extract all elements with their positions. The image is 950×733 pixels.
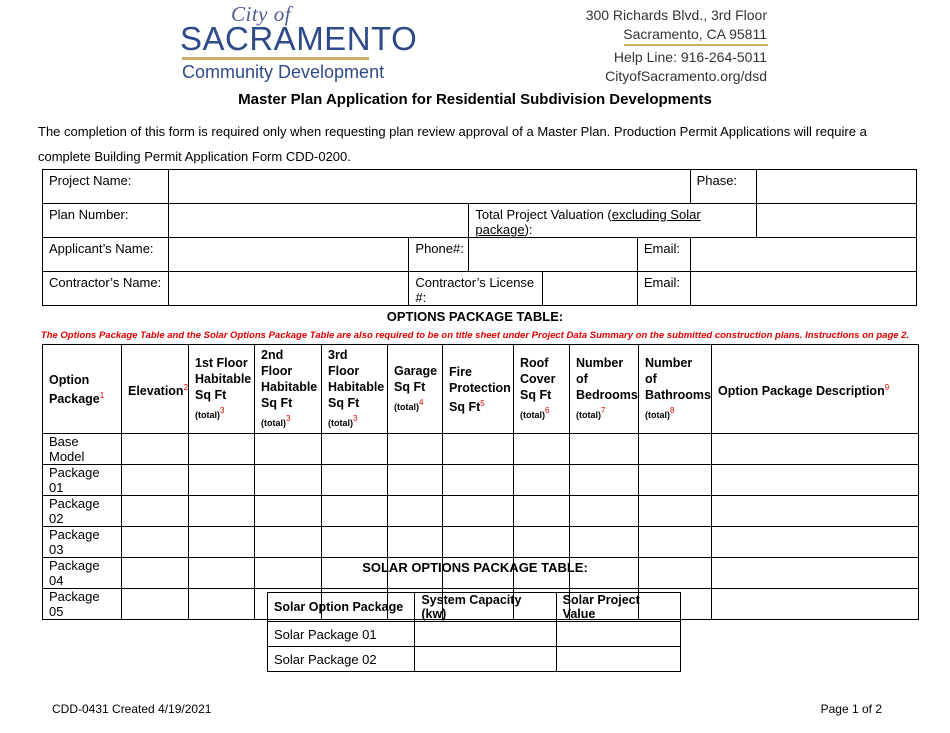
contractor-email-field[interactable] bbox=[690, 272, 916, 306]
contractor-email-label: Email: bbox=[637, 272, 690, 306]
option-cell-input[interactable] bbox=[255, 465, 322, 496]
option-cell-input[interactable] bbox=[712, 434, 919, 465]
contractor-name-label: Contractor’s Name: bbox=[43, 272, 169, 306]
header-bedrooms: Number of Bedrooms (total)$^7$ bbox=[570, 345, 639, 434]
website[interactable]: CityofSacramento.org/dsd bbox=[605, 68, 767, 84]
option-cell-input[interactable] bbox=[514, 527, 570, 558]
options-note: The Options Package Table and the Solar Options Package Table are also required to be on title sheet under Project Data Summary on the submitted construction plans. Instructions on page 2. bbox=[40, 330, 910, 341]
header-roof-cover: Roof Cover Sq Ft (total)$^6$ bbox=[514, 345, 570, 434]
header-description: Option Package Description$^9$ bbox=[712, 345, 919, 434]
option-cell-input[interactable] bbox=[255, 527, 322, 558]
table-row bbox=[43, 465, 919, 496]
option-cell-input[interactable] bbox=[388, 496, 443, 527]
solar-cell-input[interactable] bbox=[556, 622, 680, 647]
address-line-2: Sacramento, CA 95811 bbox=[623, 26, 767, 42]
applicant-name-field[interactable] bbox=[169, 238, 409, 272]
phase-field[interactable] bbox=[756, 170, 916, 204]
solar-package-name: Solar Package 01 bbox=[268, 622, 415, 647]
solar-cell-input[interactable] bbox=[415, 647, 556, 672]
option-cell-input[interactable] bbox=[322, 527, 388, 558]
solar-options-table bbox=[267, 592, 681, 672]
form-id: CDD-0431 Created 4/19/2021 bbox=[52, 702, 212, 716]
option-cell-input[interactable] bbox=[570, 496, 639, 527]
option-cell-input[interactable] bbox=[514, 465, 570, 496]
logo-city-text: City of bbox=[231, 2, 292, 26]
option-cell-input[interactable] bbox=[122, 496, 189, 527]
option-cell-input[interactable] bbox=[255, 434, 322, 465]
option-cell-input[interactable] bbox=[514, 434, 570, 465]
option-cell-input[interactable] bbox=[443, 496, 514, 527]
option-cell-input[interactable] bbox=[322, 496, 388, 527]
valuation-label: Total Project Valuation (excluding Solar package): bbox=[469, 204, 756, 238]
option-cell-input[interactable] bbox=[122, 434, 189, 465]
option-cell-input[interactable] bbox=[712, 496, 919, 527]
option-cell-input[interactable] bbox=[122, 465, 189, 496]
logo-divider bbox=[182, 57, 369, 60]
header-second-floor: 2nd Floor Habitable Sq Ft (total)$^3$ bbox=[255, 345, 322, 434]
option-cell-input[interactable] bbox=[189, 434, 255, 465]
option-package-name: Base Model bbox=[43, 434, 122, 465]
option-cell-input[interactable] bbox=[712, 589, 919, 620]
option-cell-input[interactable] bbox=[639, 465, 712, 496]
option-cell-input[interactable] bbox=[443, 465, 514, 496]
header-system-capacity: System Capacity (kw) bbox=[415, 593, 556, 622]
table-row bbox=[43, 434, 919, 465]
option-cell-input[interactable] bbox=[639, 434, 712, 465]
logo-department: Community Development bbox=[182, 62, 385, 82]
option-cell-input[interactable] bbox=[322, 434, 388, 465]
header-garage: Garage Sq Ft (total)$^4$ bbox=[388, 345, 443, 434]
option-cell-input[interactable] bbox=[122, 527, 189, 558]
header-option-package: Option Package$^1$ bbox=[43, 345, 122, 434]
option-package-name: Package 02 bbox=[43, 496, 122, 527]
option-package-name: Package 01 bbox=[43, 465, 122, 496]
option-cell-input[interactable] bbox=[639, 527, 712, 558]
plan-number-label: Plan Number: bbox=[43, 204, 169, 238]
header-solar-package: Solar Option Package bbox=[268, 593, 415, 622]
option-cell-input[interactable] bbox=[189, 589, 255, 620]
header-third-floor: 3rd Floor Habitable Sq Ft (total)$^3$ bbox=[322, 345, 388, 434]
header-solar-value: Solar Project Value bbox=[556, 593, 680, 622]
option-package-name: Package 04 bbox=[43, 558, 122, 589]
option-cell-input[interactable] bbox=[255, 496, 322, 527]
solar-package-name: Solar Package 02 bbox=[268, 647, 415, 672]
solar-table-title: SOLAR OPTIONS PACKAGE TABLE: bbox=[362, 560, 588, 575]
option-cell-input[interactable] bbox=[712, 527, 919, 558]
option-cell-input[interactable] bbox=[514, 496, 570, 527]
header-fire-protection: Fire Protection Sq Ft$^5$ bbox=[443, 345, 514, 434]
project-info-table bbox=[42, 169, 917, 306]
plan-number-field[interactable] bbox=[169, 204, 469, 238]
table-row bbox=[43, 496, 919, 527]
phone-label: Phone#: bbox=[409, 238, 469, 272]
address-divider bbox=[624, 44, 768, 46]
intro-text: The completion of this form is required only when requesting plan review approval of a Master Plan. Production Permit Applications will require a complete Building Permit Application Form CDD-0200. bbox=[38, 124, 867, 164]
address-line-1: 300 Richards Blvd., 3rd Floor bbox=[585, 7, 767, 23]
solar-cell-input[interactable] bbox=[415, 622, 556, 647]
options-table-title: OPTIONS PACKAGE TABLE: bbox=[386, 309, 564, 324]
license-label: Contractor’s License #: bbox=[409, 272, 543, 306]
option-cell-input[interactable] bbox=[712, 465, 919, 496]
phase-label: Phase: bbox=[690, 170, 756, 204]
applicant-name-label: Applicant’s Name: bbox=[43, 238, 169, 272]
header-bathrooms: Number of Bathrooms (total)$^8$ bbox=[639, 345, 712, 434]
option-package-name: Package 05 bbox=[43, 589, 122, 620]
contractor-name-field[interactable] bbox=[169, 272, 409, 306]
option-package-name: Package 03 bbox=[43, 527, 122, 558]
option-cell-input[interactable] bbox=[388, 465, 443, 496]
form-title: Master Plan Application for Residential Subdivision Developments bbox=[238, 91, 712, 108]
page-number: Page 1 of 2 bbox=[820, 702, 882, 716]
project-name-field[interactable] bbox=[169, 170, 690, 204]
project-name-label: Project Name: bbox=[43, 170, 169, 204]
license-field[interactable] bbox=[543, 272, 638, 306]
solar-cell-input[interactable] bbox=[556, 647, 680, 672]
help-line: Help Line: 916-264-5011 bbox=[613, 49, 767, 65]
option-cell-input[interactable] bbox=[388, 434, 443, 465]
option-cell-input[interactable] bbox=[122, 589, 189, 620]
options-package-table bbox=[42, 344, 919, 620]
option-cell-input[interactable] bbox=[189, 527, 255, 558]
option-cell-input[interactable] bbox=[189, 465, 255, 496]
option-cell-input[interactable] bbox=[570, 465, 639, 496]
option-cell-input[interactable] bbox=[570, 434, 639, 465]
option-cell-input[interactable] bbox=[639, 496, 712, 527]
header-elevation: Elevation$^2$ bbox=[122, 345, 189, 434]
email-label: Email: bbox=[637, 238, 690, 272]
option-cell-input[interactable] bbox=[388, 527, 443, 558]
option-cell-input[interactable] bbox=[322, 465, 388, 496]
table-row bbox=[268, 647, 681, 672]
table-row bbox=[43, 527, 919, 558]
valuation-field[interactable] bbox=[756, 204, 916, 238]
table-row bbox=[268, 622, 681, 647]
logo-sacramento: SACRAMENTO bbox=[180, 20, 418, 57]
phone-field[interactable] bbox=[469, 238, 637, 272]
option-cell-input[interactable] bbox=[570, 527, 639, 558]
option-cell-input[interactable] bbox=[189, 496, 255, 527]
email-field[interactable] bbox=[690, 238, 916, 272]
option-cell-input[interactable] bbox=[443, 434, 514, 465]
option-cell-input[interactable] bbox=[443, 527, 514, 558]
header-first-floor: 1st Floor Habitable Sq Ft (total)$^3$ bbox=[189, 345, 255, 434]
